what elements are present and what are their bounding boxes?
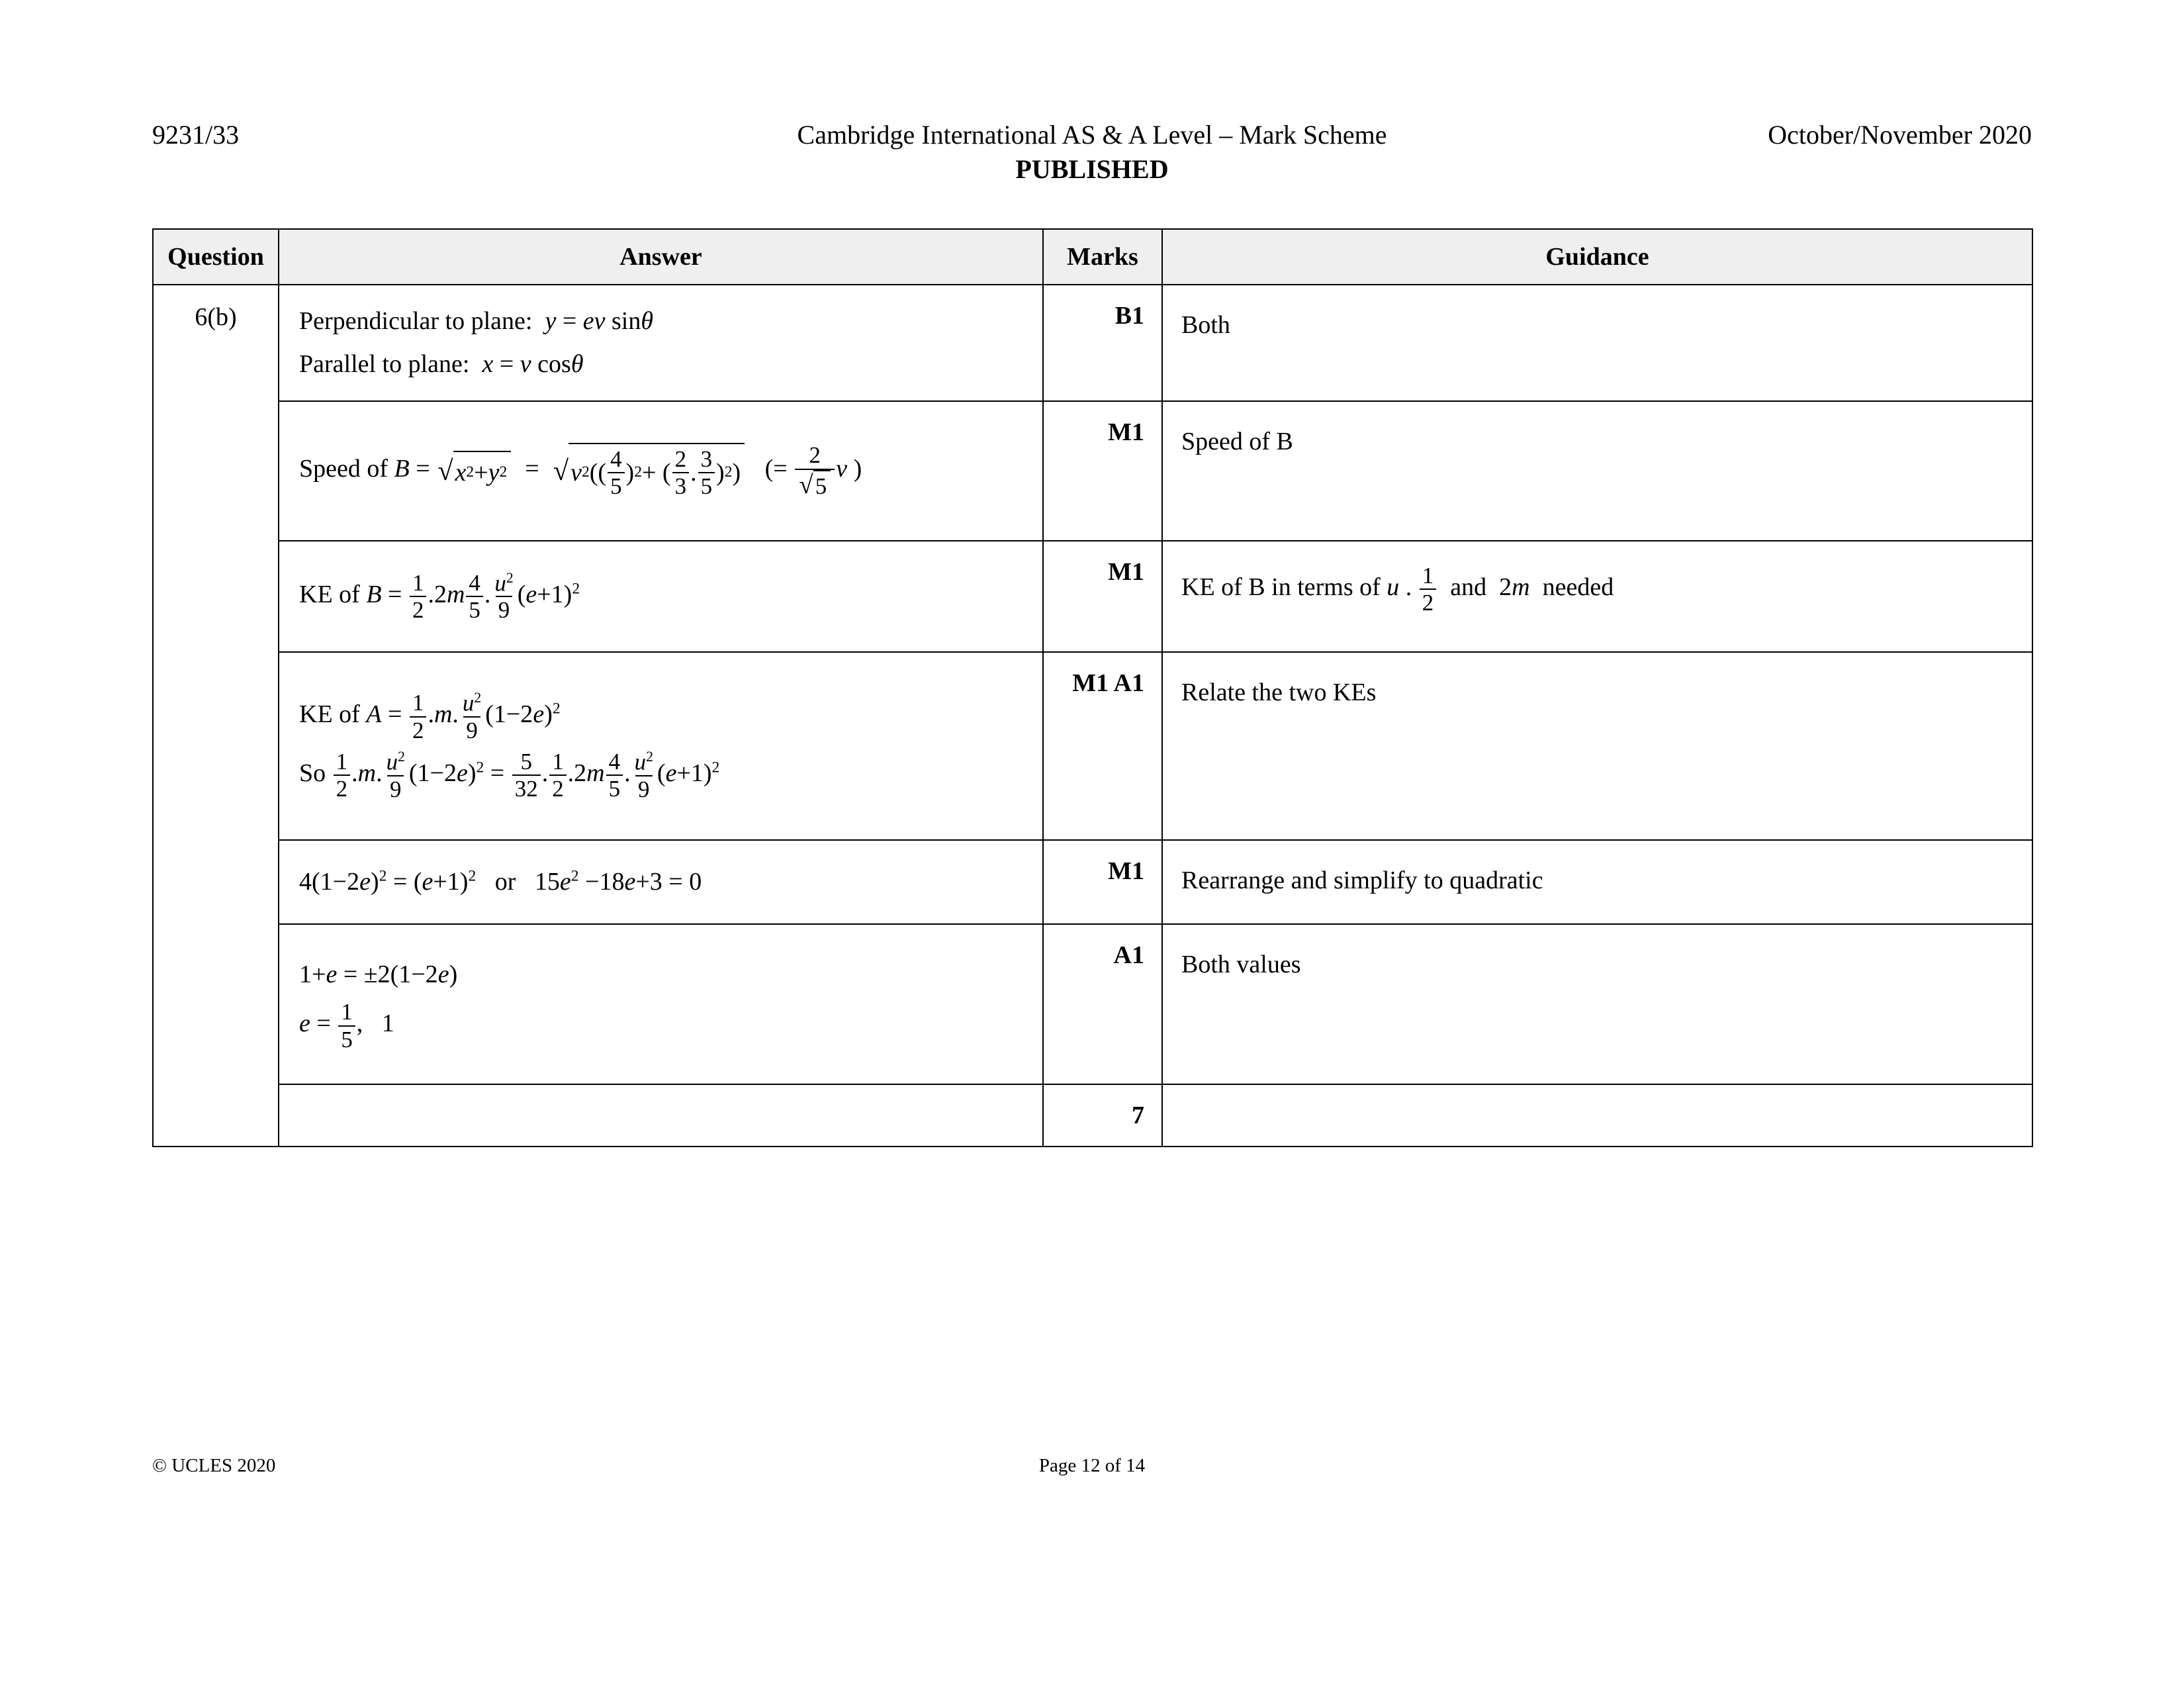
guidance-cell	[1162, 840, 2032, 924]
answer-line: $4(1-2e)^2 = (e+1)^2$ or $15e^2 -18e+3 = 0$	[299, 867, 702, 896]
answer-cell	[279, 541, 1043, 652]
table-row	[153, 541, 2032, 652]
answer-line: So $\frac{1}{2}$ .m. $\frac{u^2}{9}$ $(1-2e)^2$ = $\frac{5}{32}$ . $\frac{1}{2}$ .2m $\frac{4}{5}$ . $\frac{u^2}{9}$ $(e+1)^2$	[299, 749, 720, 802]
marks-cell: M1	[1043, 401, 1162, 541]
table-row-total	[153, 1084, 2032, 1147]
table-row	[153, 401, 2032, 541]
guidance-text: Speed of B	[1181, 428, 1293, 455]
guidance-cell	[1162, 541, 2032, 652]
question-cell: 6(b)	[153, 285, 279, 1147]
answer-line: Parallel to plane: x = v cosθ	[299, 350, 584, 378]
document-header	[152, 118, 2032, 187]
answer-cell	[279, 924, 1043, 1084]
guidance-cell	[1162, 401, 2032, 541]
answer-cell	[279, 285, 1043, 401]
answer-line: e = $\frac{1}{5}$ , 1	[299, 999, 394, 1053]
answer-line: Speed of B = √ x 2 + y 2 = √ v 2 (( $\frac{4}{5}$ ) 2 + ( $\frac{2}{3}$ . $\frac{3}{5}$ ) 2 ) (= 2 √ 5 v )	[299, 442, 862, 500]
document-title-block	[523, 118, 1661, 187]
page-number: Page 12 of 14	[1038, 1455, 1146, 1476]
guidance-cell	[1162, 652, 2032, 840]
answer-line: KE of B = $\frac{1}{2}$ .2m $\frac{4}{5}$ . $\frac{u^2}{9}$ $(e+1)^2$	[299, 569, 580, 624]
marks-cell: M1	[1043, 541, 1162, 652]
guidance-text: Both values	[1181, 951, 1301, 978]
table-row	[153, 840, 2032, 924]
answer-line: KE of A = $\frac{1}{2}$ .m. $\frac{u^2}{9}$ $(1-2e)^2$	[299, 690, 561, 743]
marks-cell: A1	[1043, 924, 1162, 1084]
mark-scheme-table	[152, 228, 2033, 1147]
table-row	[153, 924, 2032, 1084]
answer-line: Perpendicular to plane: y = ev sinθ	[299, 307, 654, 335]
marks-cell: B1	[1043, 285, 1162, 401]
guidance-cell	[1162, 1084, 2032, 1147]
answer-cell	[279, 401, 1043, 541]
col-header-answer: Answer	[279, 229, 1043, 285]
document-footer	[152, 1455, 2032, 1488]
answer-cell	[279, 840, 1043, 924]
col-header-marks: Marks	[1043, 229, 1162, 285]
copyright: © UCLES 2020	[152, 1455, 276, 1476]
paper-code: 9231/33	[152, 120, 240, 150]
marks-cell: M1 A1	[1043, 652, 1162, 840]
guidance-text: Rearrange and simplify to quadratic	[1181, 867, 1543, 894]
marks-cell: M1	[1043, 840, 1162, 924]
guidance-text: KE of B in terms of u . $\frac{1}{2}$ and 2m needed	[1181, 563, 1614, 616]
table-header-row	[153, 229, 2032, 285]
guidance-text: Both	[1181, 311, 1230, 339]
table-row	[153, 652, 2032, 840]
published-label: PUBLISHED	[1015, 154, 1169, 184]
table-row	[153, 285, 2032, 401]
guidance-text: Relate the two KEs	[1181, 679, 1377, 706]
col-header-guidance: Guidance	[1162, 229, 2032, 285]
session-date: October/November 2020	[1768, 120, 2032, 150]
answer-cell	[279, 1084, 1043, 1147]
answer-cell	[279, 652, 1043, 840]
answer-line: 1+e = ±2(1−2e)	[299, 961, 458, 989]
guidance-cell	[1162, 924, 2032, 1084]
document-title: Cambridge International AS & A Level – Mark Scheme	[797, 120, 1387, 150]
col-header-question: Question	[153, 229, 279, 285]
guidance-cell	[1162, 285, 2032, 401]
total-marks-cell: 7	[1043, 1084, 1162, 1147]
